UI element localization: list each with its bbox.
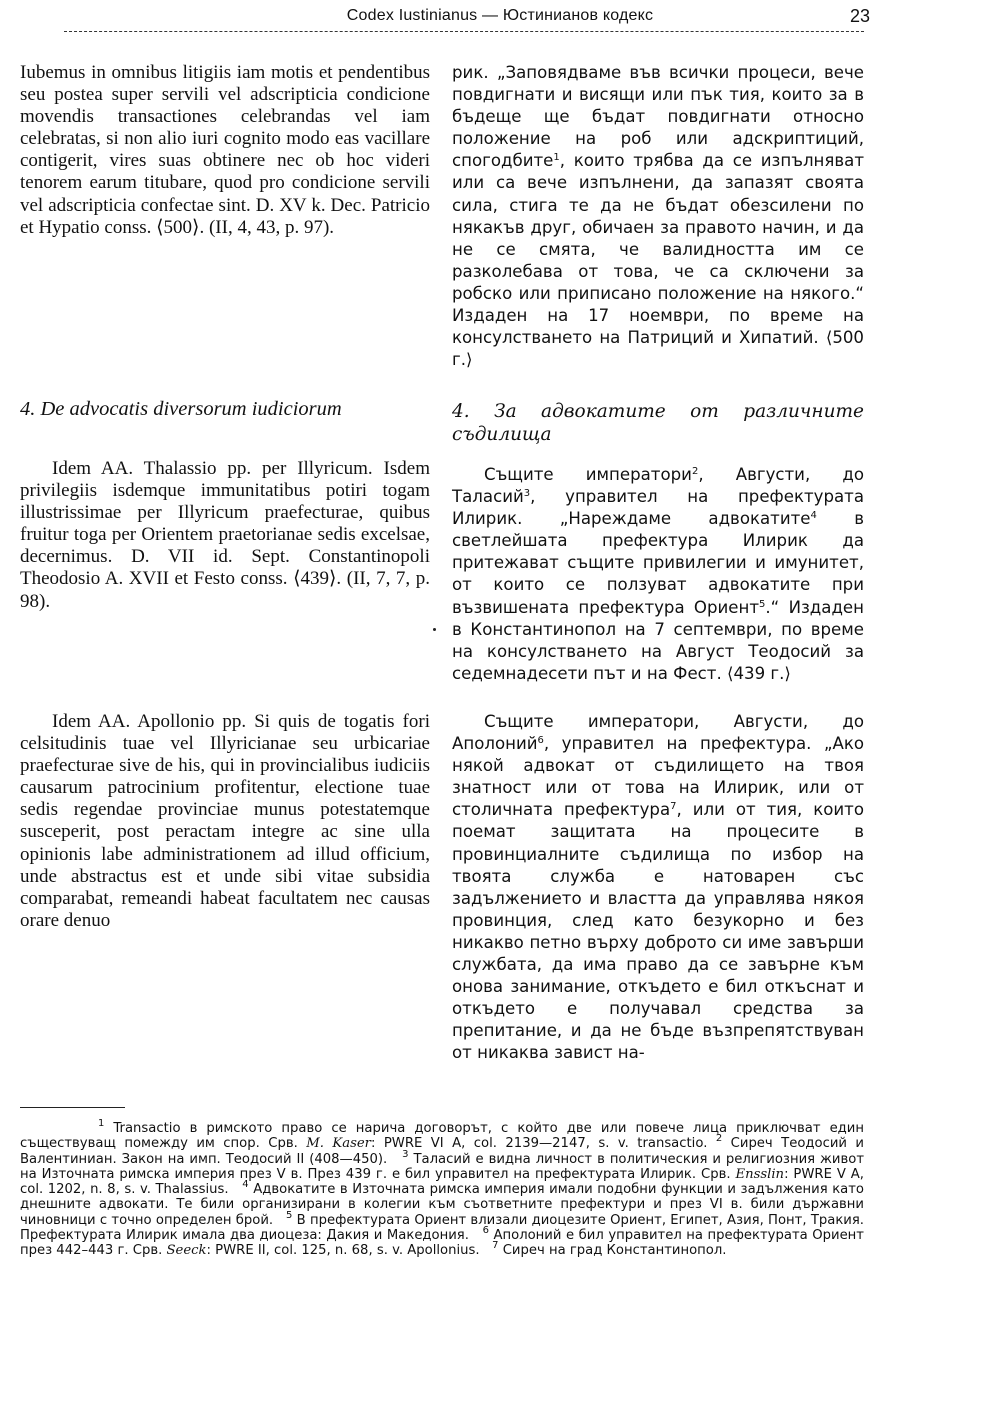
bulgarian-text-zapovyadvame: рик. „Заповядваме във всички процеси, вече повдигнати и висящи или пък тия, които за в бъдеще ще бъдат повдигнати относно положение на роб или адскриптиций, спогодбите$^1$, които трябва да се изпълняват или са вече изпълнени, да запазят своята сила, стига те да не бъдат обезсилени по някакъв друг, обичаен за правото начин, и да не се смята, че валидността им се разколебава от това, че са сключени за робско или приписано положение на някого.“ Издаден на 17 ноември, по време на консулстването на Патриций и Хипатий. ⟨500 г.⟩ (452, 63, 864, 370)
footnote-ref-7[interactable]: 7 (670, 801, 677, 813)
footnote-ref-1[interactable]: 1 (553, 152, 560, 164)
section-heading-latin: 4. De advocatis diversorum iudiciorum (20, 398, 342, 420)
bulgarian-text-apoloniy: Същите императори, Августи, до Аполоний$^6$, управител на префектура. „Ако някой адвокат от съдилището на твоя знатност или от това на Илирик, или от столичната префектура$^7$, или от тия, които поемат защитата на процесите в провинциалните съдилища по избор на твоята служба е натоварен със задължението и властта да управлява някоя провинция, след като безукорно и без никакво петно върху доброто си име завърши службата, да има право да се завърне към онова занимание, откъдето е бил откъснат и откъдето е получавал средства за препитание, и да не бъде възпрепятствуван от никаква завист на- (452, 712, 864, 1063)
footnote-ref-2[interactable]: 2 (691, 466, 699, 477)
footnote-2-number: 2 (715, 1133, 723, 1145)
stray-dot (433, 628, 436, 631)
latin-column-block-3 (20, 711, 430, 932)
footnote-1-author: M. Kaser (306, 1136, 371, 1152)
running-title: Codex Iustinianus — Юстинианов кодекс (346, 7, 654, 24)
footnotes-text: $^1$ Transactio в римското право се нарича договорът, с който две или повече лица приключват един съществуващ помежду им спор. Срв. M. Kaser: PWRE VI A, col. 2139—2147, s. v. transactio. $^2$ Сиреч Теодосий и Валентиниан. Закон на имп. Теодосий II (408—450). $^3$ Таласий е видна личност в политическия и религиозния живот на Източната римска империя през V в. През 439 г. е бил управител на префектурата Илирик. Срв. Ensslin: PWRE V A, col. 1202, n. 8, s. v. Thalassius. $^4$ Адвокатите в Източната римска империя имали подобни функции и задължения като днешните адвокати. Те били организирани в колегии към съответните префектури и през VI в. били държавни чиновници с точно определен брой. $^5$ В префектурата Ориент влизали диоцезите Ориент, Египет, Азия, Понт, Тракия. Префектурата Илирик имала два диоцеза: Дакия и Македония. $^6$ Аполоний е бил управител на префектурата Ориент през 442–443 г. Срв. Seeck: PWRE II, col. 125, n. 68, s. v. Apollonius. $^7$ Сиреч на град Константинопол. (20, 1118, 865, 1259)
latin-text-apollonio: Idem AA. Apollonio pp. Si quis de togatis fori celsitudinis tuae vel Illyricianae seu urbicariae praefecturae sive de his, qui in provincialibus iudiciis causarum patrocinium profitentur, electione tuae sedis regendae provinciae munus potestatemque susceperit, post peractam integre ac sine ulla opinionis labe administrationem ad illud officium, unde abstractus est et unde sibi vitae subsidia comparabat, remeandi habeat facultatem nec causas orare denuo (20, 711, 430, 931)
footnote-7: Сиреч на град Константинопол. (498, 1243, 727, 1259)
footnote-5: В префектурата Ориент влизали диоцезите Ориент, Египет, Азия, Понт, Тракия. Префектурата Илирик имала два диоцеза: Дакия и Македония. (20, 1212, 864, 1244)
footnote-6-number: 6 (482, 1225, 489, 1237)
section-heading-bulgarian-wrap (452, 400, 864, 446)
footnotes (20, 1118, 865, 1259)
footnote-ref-3[interactable]: 3 (523, 488, 531, 500)
latin-column-block-2 (20, 458, 430, 613)
latin-text-thalassio: Idem AA. Thalassio pp. per Illyricum. Isdem privilegiis isdemque immunitatibus potiri togam illustrissimae per Illyricum praefecturae, quibus fruitur toga per Orientem praetorianae sedis excelsae, decernimus. D. VII id. Sept. Constantinopoli Theodosio A. XVII et Festo conss. ⟨439⟩. (II, 7, 7, p. 98). (20, 458, 430, 612)
footnote-3-number: 3 (402, 1148, 409, 1160)
footnote-2: Сиреч Теодосий и Валентиниан. Закон на имп. Теодосий II (408—450). (20, 1136, 864, 1167)
footnote-7-number: 7 (492, 1240, 499, 1252)
footnote-5-number: 5 (285, 1209, 293, 1221)
bulgarian-text-talasiy: Същите императори$^2$, Августи, до Таласий$^3$, управител на префектурата Илирик. „Нареждаме адвокатите$^4$ в светлейшата префектура Илирик да притежават същите привилегии и имунитет, от които се ползуват адвокатите при възвишената префектура Ориент$^5$.“ Издаден в Константинопол на 7 септември, по време на консулстването на Август Теодосий за седемнадесети път и на Фест. ⟨439 г.⟩ (452, 465, 864, 683)
footnote-1: Transactio в римското право се нарича договорът, с който две или повече лица приключват един съществуващ помежду им спор. Срв. (20, 1121, 864, 1152)
section-heading-latin-wrap (20, 398, 430, 420)
page-number: 23 (849, 6, 870, 26)
latin-text-jubemus: Iubemus in omnibus litigiis iam motis et pendentibus seu postea super servili vel adscripticia condicione movendis transactiones celebrandas vel iam celebratas, si non alio iuri cognito modo eas vacillare contigerit, vires suas obtinere nec ob hoc videri tenorem earum titubare, quod pro condicione servili vel adscripticia confectae sint. D. XV k. Dec. Patricio et Hypatio conss. ⟨500⟩. (II, 4, 43, p. 97). (20, 62, 430, 238)
footnote-ref-5[interactable]: 5 (759, 598, 766, 610)
footnote-1-number: 1 (98, 1118, 105, 1129)
latin-column-block-1 (20, 62, 430, 239)
footnote-4: Адвокатите в Източната римска империя имали подобни функции и задължения като днешните адвокати. Те били организирани в колегии към съответните префектури и през VI в. били държавни чиновници с точно определен брой. (20, 1182, 865, 1228)
running-head (0, 4, 1000, 28)
footnote-6-author: Seeck (166, 1243, 207, 1259)
header-rule (64, 31, 864, 32)
section-heading-bulgarian: 4. За адвокатите от различните съдилища (452, 401, 864, 445)
bulgarian-column-block-3 (452, 711, 864, 1065)
footnote-6: Аполоний е бил управител на префектурата Ориент през 442–443 г. Срв. (20, 1228, 864, 1259)
footnote-4-number: 4 (242, 1179, 249, 1191)
bulgarian-column-block-2 (452, 464, 864, 685)
footnote-3-author: Ensslin (735, 1166, 785, 1182)
bulgarian-column-block-1 (452, 62, 864, 371)
footnote-ref-6[interactable]: 6 (537, 735, 544, 747)
footnote-ref-4[interactable]: 4 (810, 510, 817, 522)
footnote-3: Таласий е видна личност в политическия и религиозния живот на Източната римска империя през V в. През 439 г. е бил управител на префектурата Илирик. Срв. (20, 1151, 865, 1182)
footnote-rule (20, 1107, 125, 1108)
